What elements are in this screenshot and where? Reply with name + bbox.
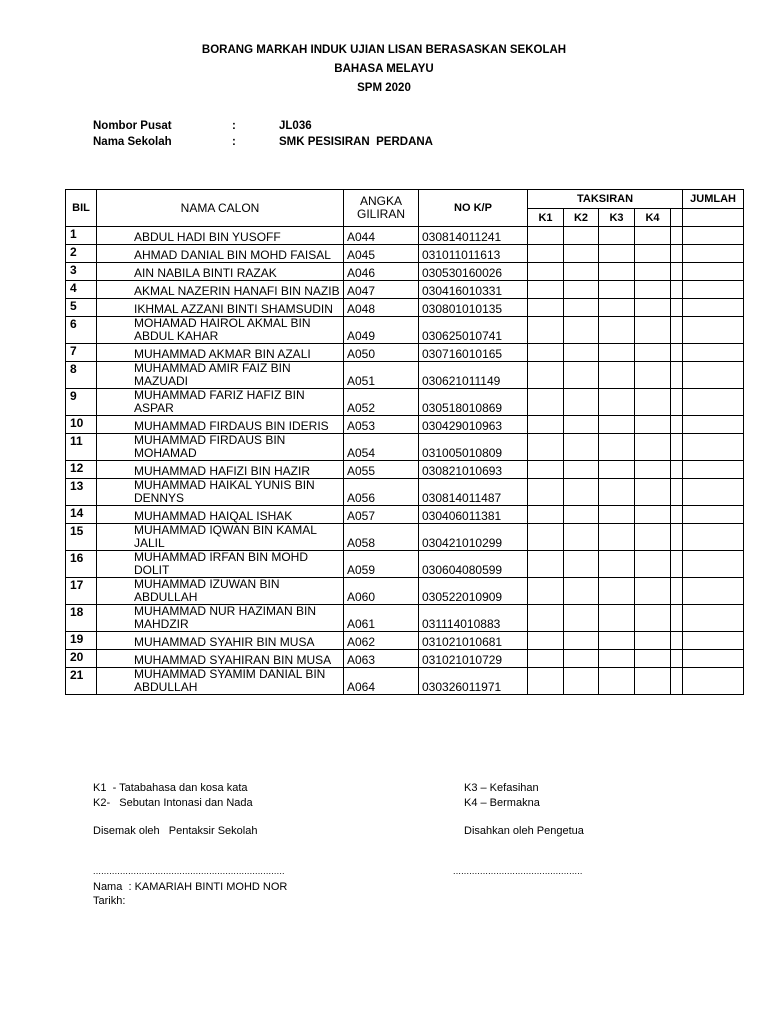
score-cell-k1 [528,299,564,317]
score-cell-k1 [528,416,564,434]
score-cell-spacer [671,506,683,524]
no-kp: 030530160026 [419,263,528,281]
candidate-name-line1: MOHAMAD HAIROL AKMAL BIN [134,316,311,330]
score-cell-spacer [671,416,683,434]
score-cell-jumlah [683,227,744,245]
score-cell-k1 [528,362,564,389]
table-row [66,650,744,668]
candidate-name-line1: MUHAMMAD IQWAN BIN KAMAL [134,523,317,537]
table-row [66,317,744,344]
score-cell-k3 [599,344,635,362]
no-kp: 030604080599 [419,551,528,578]
score-cell-k3 [599,650,635,668]
score-cell-spacer [671,605,683,632]
no-kp: 030625010741 [419,317,528,344]
exam-year: SPM 2020 [357,82,411,94]
row-number: 2 [66,245,97,263]
score-cell-k4 [635,524,671,551]
candidate-name-line2: JALIL [134,536,165,550]
angka-giliran: A051 [344,362,419,389]
score-cell-k1 [528,668,564,695]
score-cell-k4 [635,668,671,695]
score-cell-jumlah [683,434,744,461]
score-cell-jumlah [683,263,744,281]
candidate-name-line1: AIN NABILA BINTI RAZAK [134,266,277,280]
candidate-name [97,362,344,389]
row-number: 5 [66,299,97,317]
candidate-name-line1: MUHAMMAD AMIR FAIZ BIN [134,361,291,375]
score-cell-k2 [564,650,599,668]
legend-k1: K1 - Tatabahasa dan kosa kata [93,782,248,794]
score-cell-k3 [599,605,635,632]
score-cell-jumlah [683,362,744,389]
no-kp: 030621011149 [419,362,528,389]
score-cell-k4 [635,605,671,632]
score-cell-k1 [528,605,564,632]
candidate-name [97,650,344,668]
row-number: 12 [66,461,97,479]
candidate-name-line2: DENNYS [134,491,185,505]
score-cell-k2 [564,605,599,632]
table-row [66,227,744,245]
table-row [66,416,744,434]
candidate-name [97,578,344,605]
score-cell-k4 [635,362,671,389]
score-cell-k3 [599,461,635,479]
candidate-name [97,245,344,263]
candidate-name-line1: MUHAMMAD SYAMIM DANIAL BIN [134,667,326,681]
angka-giliran: A047 [344,281,419,299]
score-cell-spacer [671,632,683,650]
table-row [66,524,744,551]
table-row [66,479,744,506]
score-cell-k3 [599,263,635,281]
score-cell-spacer [671,479,683,506]
candidate-name-line1: MUHAMMAD HAFIZI BIN HAZIR [134,464,310,478]
row-number: 20 [66,650,97,668]
score-cell-k4 [635,317,671,344]
score-cell-k2 [564,389,599,416]
score-cell-spacer [671,281,683,299]
angka-giliran: A046 [344,263,419,281]
marks-table [65,189,744,695]
candidate-name-line1: MUHAMMAD FIRDAUS BIN IDERIS [134,419,329,433]
candidate-name [97,506,344,524]
score-cell-k1 [528,551,564,578]
score-cell-k2 [564,362,599,389]
candidate-name [97,281,344,299]
no-kp: 031011011613 [419,245,528,263]
angka-giliran: A061 [344,605,419,632]
candidate-name [97,263,344,281]
score-cell-k1 [528,524,564,551]
candidate-name-line2: MAHDZIR [134,617,189,631]
score-cell-k2 [564,524,599,551]
candidate-name [97,605,344,632]
signature-line-right: ................................................ [453,866,583,876]
row-number: 7 [66,344,97,362]
score-cell-k3 [599,416,635,434]
no-kp: 031005010809 [419,434,528,461]
score-cell-jumlah [683,506,744,524]
score-cell-k3 [599,227,635,245]
score-cell-k1 [528,506,564,524]
angka-giliran: A053 [344,416,419,434]
score-cell-spacer [671,434,683,461]
score-cell-jumlah [683,650,744,668]
score-cell-k1 [528,389,564,416]
header-no-kp: NO K/P [419,190,528,227]
table-row [66,461,744,479]
score-cell-k2 [564,344,599,362]
no-kp: 031021010681 [419,632,528,650]
score-cell-spacer [671,344,683,362]
angka-giliran: A059 [344,551,419,578]
row-number: 14 [66,506,97,524]
candidate-name [97,344,344,362]
score-cell-k3 [599,632,635,650]
legend-k4: K4 – Bermakna [464,797,540,809]
angka-giliran: A060 [344,578,419,605]
table-row [66,551,744,578]
no-kp: 031021010729 [419,650,528,668]
score-cell-k3 [599,245,635,263]
score-cell-k1 [528,650,564,668]
score-cell-k3 [599,434,635,461]
score-cell-jumlah [683,668,744,695]
score-cell-k1 [528,344,564,362]
pusat-label: Nombor Pusat [93,120,172,132]
score-cell-k4 [635,344,671,362]
header-angka-giliran: ANGKA GILIRAN [344,190,419,227]
row-number: 19 [66,632,97,650]
table-row [66,263,744,281]
angka-giliran: A055 [344,461,419,479]
angka-giliran: A050 [344,344,419,362]
score-cell-k2 [564,299,599,317]
score-cell-k4 [635,281,671,299]
candidate-name-line2: ASPAR [134,401,174,415]
angka-giliran: A063 [344,650,419,668]
score-cell-spacer [671,227,683,245]
score-cell-jumlah [683,416,744,434]
candidate-name [97,227,344,245]
header-bil: BIL [66,190,97,227]
score-cell-k2 [564,416,599,434]
score-cell-k4 [635,263,671,281]
row-number: 3 [66,263,97,281]
score-cell-jumlah [683,605,744,632]
table-row [66,344,744,362]
angka-giliran: A062 [344,632,419,650]
score-cell-k1 [528,434,564,461]
no-kp: 030814011241 [419,227,528,245]
table-row [66,389,744,416]
candidate-name [97,524,344,551]
score-cell-k3 [599,317,635,344]
score-cell-spacer [671,461,683,479]
score-cell-jumlah [683,281,744,299]
score-cell-jumlah [683,299,744,317]
candidate-name-line1: MUHAMMAD HAIKAL YUNIS BIN [134,478,315,492]
score-cell-k3 [599,578,635,605]
angka-giliran: A057 [344,506,419,524]
table-row [66,245,744,263]
score-cell-k3 [599,506,635,524]
candidate-name-line2: MOHAMAD [134,446,197,460]
score-cell-k3 [599,362,635,389]
score-cell-spacer [671,263,683,281]
candidate-name-line2: ABDUL KAHAR [134,329,219,343]
candidate-name [97,389,344,416]
candidate-name [97,632,344,650]
table-row [66,668,744,695]
table-row [66,362,744,389]
score-cell-jumlah [683,245,744,263]
candidate-name [97,299,344,317]
score-cell-k4 [635,434,671,461]
legend-k3: K3 – Kefasihan [464,782,539,794]
table-row [66,605,744,632]
score-cell-k2 [564,434,599,461]
no-kp: 030416010331 [419,281,528,299]
candidate-name [97,551,344,578]
no-kp: 030522010909 [419,578,528,605]
score-cell-k4 [635,479,671,506]
row-number: 17 [66,578,97,605]
candidate-name-line2: DOLIT [134,563,170,577]
form-title: BORANG MARKAH INDUK UJIAN LISAN BERASASKAN SEKOLAH [201,44,567,56]
score-cell-k1 [528,461,564,479]
no-kp: 030716010165 [419,344,528,362]
score-cell-k4 [635,245,671,263]
sekolah-label: Nama Sekolah [93,136,172,148]
angka-giliran: A056 [344,479,419,506]
row-number: 16 [66,551,97,578]
score-cell-jumlah [683,461,744,479]
score-cell-k3 [599,299,635,317]
candidate-name-line2: MAZUADI [134,374,188,388]
score-cell-k4 [635,389,671,416]
no-kp: 030406011381 [419,506,528,524]
table-row [66,632,744,650]
angka-giliran: A058 [344,524,419,551]
score-cell-k3 [599,389,635,416]
row-number: 15 [66,524,97,551]
score-cell-k1 [528,317,564,344]
table-row [66,281,744,299]
candidate-name [97,416,344,434]
candidate-name-line1: MUHAMMAD SYAHIRAN BIN MUSA [134,653,332,667]
candidate-name [97,461,344,479]
score-cell-jumlah [683,524,744,551]
candidate-name-line1: MUHAMMAD IRFAN BIN MOHD [134,550,308,564]
score-cell-jumlah [683,344,744,362]
score-cell-k4 [635,551,671,578]
angka-giliran: A054 [344,434,419,461]
no-kp: 030821010693 [419,461,528,479]
score-cell-spacer [671,668,683,695]
no-kp: 030518010869 [419,389,528,416]
score-cell-k2 [564,668,599,695]
score-cell-jumlah [683,389,744,416]
angka-giliran: A064 [344,668,419,695]
header-jumlah-blank [683,209,744,227]
header-spacer [671,209,683,227]
score-cell-spacer [671,524,683,551]
score-cell-jumlah [683,551,744,578]
header-k3: K3 [599,209,635,227]
angka-giliran: A048 [344,299,419,317]
score-cell-k4 [635,650,671,668]
score-cell-k3 [599,524,635,551]
row-number: 13 [66,479,97,506]
candidate-name-line1: MUHAMMAD SYAHIR BIN MUSA [134,635,315,649]
score-cell-jumlah [683,317,744,344]
score-cell-k4 [635,578,671,605]
table-row [66,578,744,605]
candidate-name-line1: AKMAL NAZERIN HANAFI BIN NAZIB [134,284,340,298]
row-number: 1 [66,227,97,245]
score-cell-spacer [671,299,683,317]
score-cell-k3 [599,479,635,506]
sekolah-colon: : [232,136,236,148]
score-cell-jumlah [683,632,744,650]
pusat-colon: : [232,120,236,132]
candidate-name-line1: MUHAMMAD FIRDAUS BIN [134,433,286,447]
table-row [66,299,744,317]
no-kp: 030421010299 [419,524,528,551]
row-number: 9 [66,389,97,416]
pusat-value: JL036 [279,120,312,132]
score-cell-k1 [528,479,564,506]
candidate-name [97,668,344,695]
angka-giliran: A049 [344,317,419,344]
score-cell-k2 [564,479,599,506]
candidate-name-line1: MUHAMMAD HAIQAL ISHAK [134,509,293,523]
candidate-name-line1: MUHAMMAD IZUWAN BIN ABDULLAH [134,577,280,604]
angka-giliran: A045 [344,245,419,263]
score-cell-k2 [564,227,599,245]
signature-line-left: ....................................................................... [93,866,285,876]
score-cell-k1 [528,578,564,605]
score-cell-k1 [528,263,564,281]
angka-giliran: A044 [344,227,419,245]
score-cell-k2 [564,245,599,263]
candidate-name-line1: IKHMAL AZZANI BINTI SHAMSUDIN [134,302,333,316]
score-cell-jumlah [683,578,744,605]
score-cell-k1 [528,227,564,245]
score-cell-k1 [528,245,564,263]
score-cell-k4 [635,506,671,524]
score-cell-k2 [564,461,599,479]
header-taksiran: TAKSIRAN [528,190,683,209]
table-row [66,434,744,461]
score-cell-spacer [671,551,683,578]
no-kp: 030326011971 [419,668,528,695]
score-cell-k3 [599,668,635,695]
legend-k2: K2- Sebutan Intonasi dan Nada [93,797,253,809]
row-number: 4 [66,281,97,299]
candidate-name-line1: MUHAMMAD FARIZ HAFIZ BIN [134,388,305,402]
score-cell-k2 [564,281,599,299]
table-row [66,506,744,524]
score-cell-k2 [564,551,599,578]
no-kp: 030801010135 [419,299,528,317]
candidate-name [97,317,344,344]
row-number: 10 [66,416,97,434]
candidate-name [97,479,344,506]
score-cell-k4 [635,416,671,434]
score-cell-k4 [635,299,671,317]
score-cell-k2 [564,578,599,605]
no-kp: 030814011487 [419,479,528,506]
candidate-name-line1: AHMAD DANIAL BIN MOHD FAISAL [134,248,331,262]
score-cell-k2 [564,632,599,650]
pentaksir-name: Nama : KAMARIAH BINTI MOHD NOR [93,881,288,893]
subject-title: BAHASA MELAYU [334,63,434,75]
candidate-name-line1: MUHAMMAD AKMAR BIN AZALI [134,347,311,361]
angka-giliran: A052 [344,389,419,416]
header-nama-calon: NAMA CALON [97,190,344,227]
score-cell-jumlah [683,479,744,506]
row-number: 18 [66,605,97,632]
no-kp: 031114010883 [419,605,528,632]
score-cell-k3 [599,281,635,299]
score-cell-spacer [671,362,683,389]
tarikh-label: Tarikh: [93,895,126,907]
score-cell-k2 [564,317,599,344]
header-k1: K1 [528,209,564,227]
row-number: 11 [66,434,97,461]
candidate-name-line1: MUHAMMAD NUR HAZIMAN BIN [134,604,316,618]
candidate-name-line1: ABDUL HADI BIN YUSOFF [134,230,281,244]
score-cell-spacer [671,245,683,263]
row-number: 21 [66,668,97,695]
sekolah-value: SMK PESISIRAN PERDANA [279,136,433,148]
header-k4: K4 [635,209,671,227]
score-cell-k1 [528,281,564,299]
score-cell-k1 [528,632,564,650]
no-kp: 030429010963 [419,416,528,434]
header-k2: K2 [564,209,599,227]
score-cell-spacer [671,389,683,416]
score-cell-k2 [564,263,599,281]
score-cell-spacer [671,317,683,344]
row-number: 8 [66,362,97,389]
score-cell-spacer [671,650,683,668]
score-cell-k4 [635,461,671,479]
candidate-name [97,434,344,461]
score-cell-k4 [635,632,671,650]
disahkan-label: Disahkan oleh Pengetua [464,825,584,837]
candidate-name-line2: ABDULLAH [134,680,198,694]
score-cell-k2 [564,506,599,524]
disemak-label: Disemak oleh Pentaksir Sekolah [93,825,258,837]
score-cell-k4 [635,227,671,245]
header-jumlah: JUMLAH [683,190,744,209]
score-cell-k3 [599,551,635,578]
row-number: 6 [66,317,97,344]
score-cell-spacer [671,578,683,605]
